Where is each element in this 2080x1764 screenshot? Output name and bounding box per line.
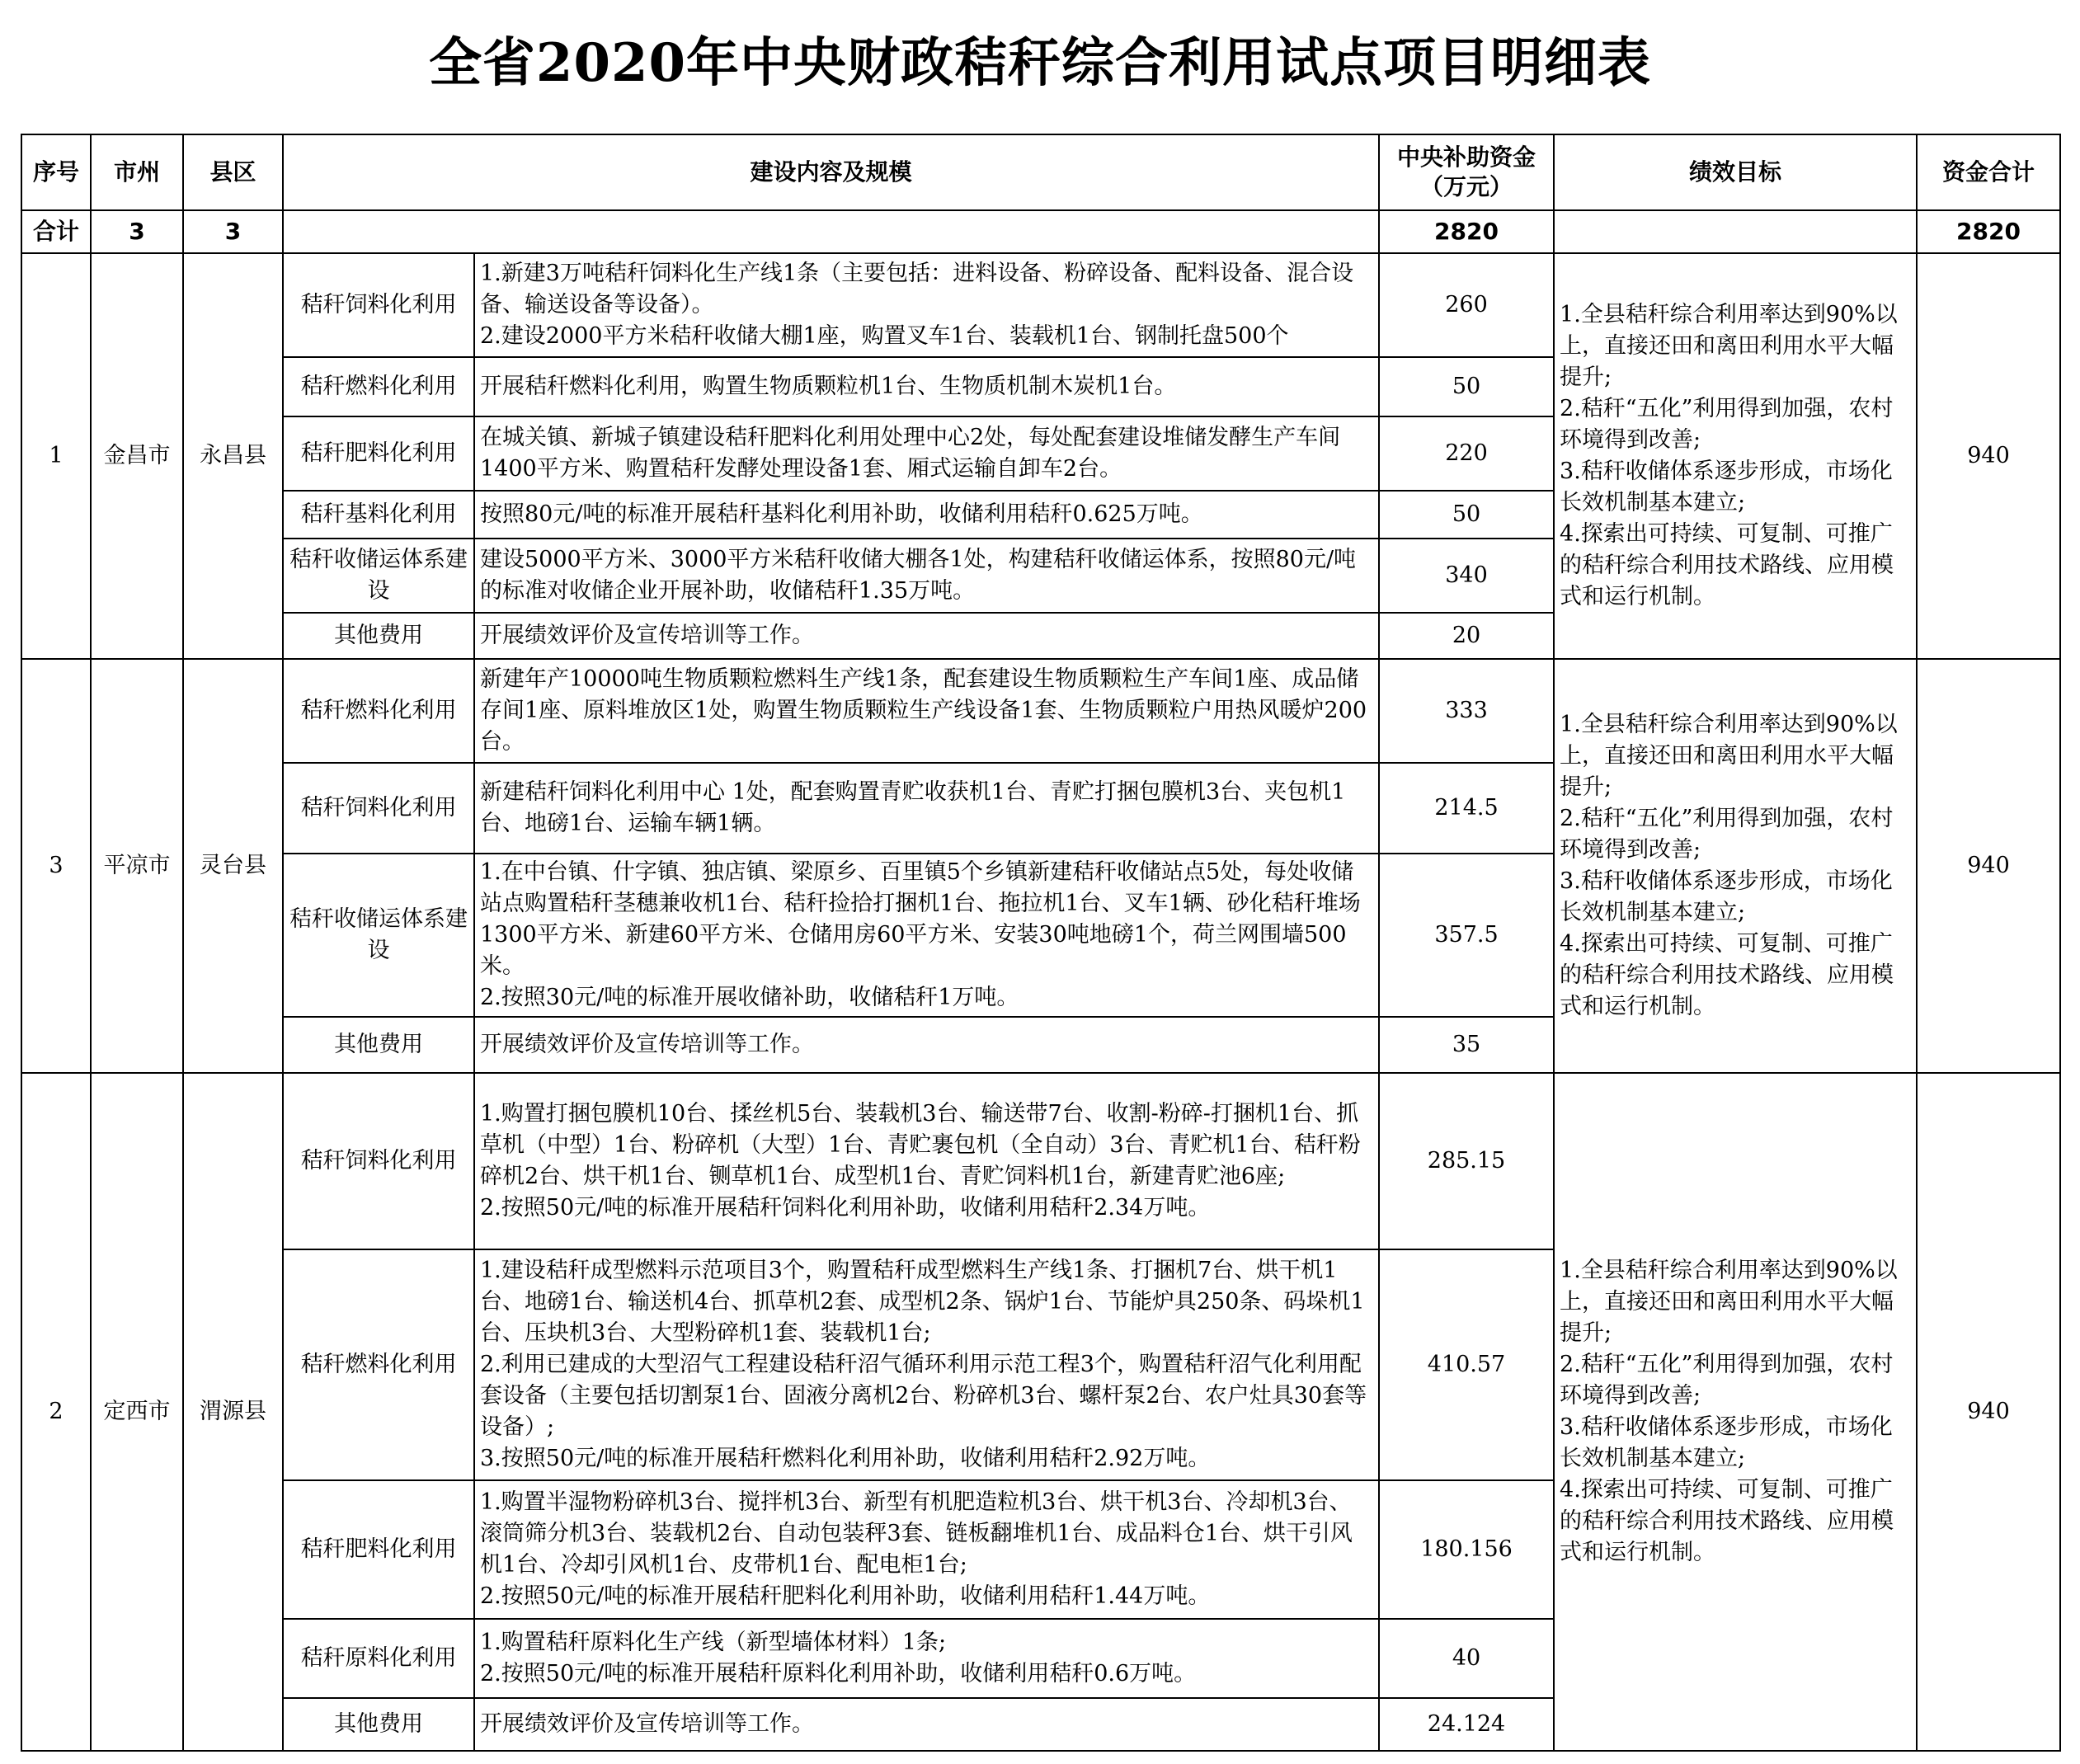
group-goal: 1.全县秸秆综合利用率达到90%以上，直接还田和离田利用水平大幅提升; 2.秸秆“五化”利用得到加强，农村环境得到改善; 3.秸秆收储体系逐步形成，市场化长效机制基本建立; 4.探索出可持续、可复制、可推广的秸秆综合利用技术路线、应用模式和运行机制。: [1554, 253, 1917, 659]
project-detail-table: [21, 134, 2061, 1752]
total-city-count: 3: [91, 210, 183, 253]
item-subsidy: 333: [1379, 659, 1554, 763]
group-seq: 2: [21, 1073, 91, 1751]
header-total: 资金合计: [1917, 134, 2060, 210]
item-content: 1.购置半湿物粉碎机3台、搅拌机3台、新型有机肥造粒机3台、烘干机3台、冷却机3台、滚筒筛分机3台、装载机2台、自动包装秤3套、链板翻堆机1台、成品料仓1台、烘干引风机1台、冷却引风机1台、皮带机1台、配电柜1台; 2.按照50元/吨的标准开展秸秆肥料化利用补助，收储利用秸秆1.44万吨。: [474, 1480, 1379, 1619]
header-content: 建设内容及规模: [283, 134, 1379, 210]
table-row: [21, 1073, 2060, 1249]
item-category: 秸秆肥料化利用: [283, 1480, 474, 1619]
header-row: [21, 134, 2060, 210]
group-seq: 1: [21, 253, 91, 659]
item-subsidy: 220: [1379, 416, 1554, 491]
header-goal: 绩效目标: [1554, 134, 1917, 210]
item-subsidy: 24.124: [1379, 1698, 1554, 1751]
item-category: 秸秆收储运体系建设: [283, 854, 474, 1017]
item-category: 秸秆肥料化利用: [283, 416, 474, 491]
page-title: 全省2020年中央财政秸秆综合利用试点项目明细表: [428, 32, 1652, 94]
group-seq: 3: [21, 659, 91, 1073]
group-goal: 1.全县秸秆综合利用率达到90%以上，直接还田和离田利用水平大幅提升; 2.秸秆“五化”利用得到加强，农村环境得到改善; 3.秸秆收储体系逐步形成，市场化长效机制基本建立; 4.探索出可持续、可复制、可推广的秸秆综合利用技术路线、应用模式和运行机制。: [1554, 659, 1917, 1073]
group-total: 940: [1917, 659, 2060, 1073]
total-row: [21, 210, 2060, 253]
item-subsidy: 50: [1379, 491, 1554, 539]
item-content: 建设5000平方米、3000平方米秸秆收储大棚各1处，构建秸秆收储运体系，按照80元/吨的标准对收储企业开展补助，收储秸秆1.35万吨。: [474, 539, 1379, 613]
group-county: 渭源县: [183, 1073, 283, 1751]
item-subsidy: 20: [1379, 613, 1554, 659]
item-category: 其他费用: [283, 613, 474, 659]
item-content: 开展绩效评价及宣传培训等工作。: [474, 1698, 1379, 1751]
item-subsidy: 340: [1379, 539, 1554, 613]
item-content: 按照80元/吨的标准开展秸秆基料化利用补助，收储利用秸秆0.625万吨。: [474, 491, 1379, 539]
group-total: 940: [1917, 1073, 2060, 1751]
item-category: 秸秆基料化利用: [283, 491, 474, 539]
item-category: 秸秆饲料化利用: [283, 763, 474, 854]
item-subsidy: 260: [1379, 253, 1554, 357]
item-content: 1.新建3万吨秸秆饲料化生产线1条（主要包括：进料设备、粉碎设备、配料设备、混合设备、输送设备等设备）。 2.建设2000平方米秸秆收储大棚1座，购置叉车1台、装载机1台、钢制托盘500个: [474, 253, 1379, 357]
item-content: 1.建设秸秆成型燃料示范项目3个，购置秸秆成型燃料生产线1条、打捆机7台、烘干机1台、地磅1台、输送机4台、抓草机2套、成型机2条、锅炉1台、节能炉具250条、码垛机1台、压块机3台、大型粉碎机1套、装载机1台; 2.利用已建成的大型沼气工程建设秸秆沼气循环利用示范工程3个，购置秸秆沼气化利用配套设备（主要包括切割泵1台、固液分离机2台、粉碎机3台、螺杆泵2台、农户灶具30套等设备）; 3.按照50元/吨的标准开展秸秆燃料化利用补助，收储利用秸秆2.92万吨。: [474, 1249, 1379, 1480]
header-subsidy: 中央补助资金 （万元）: [1379, 134, 1554, 210]
total-content-empty: [283, 210, 1379, 253]
item-content: 1.购置秸秆原料化生产线（新型墙体材料）1条; 2.按照50元/吨的标准开展秸秆原料化利用补助，收储利用秸秆0.6万吨。: [474, 1619, 1379, 1698]
item-content: 在城关镇、新城子镇建设秸秆肥料化利用处理中心2处，每处配套建设堆储发酵生产车间1400平方米、购置秸秆发酵处理设备1套、厢式运输自卸车2台。: [474, 416, 1379, 491]
item-category: 其他费用: [283, 1017, 474, 1073]
item-category: 其他费用: [283, 1698, 474, 1751]
item-content: 开展绩效评价及宣传培训等工作。: [474, 1017, 1379, 1073]
group-total: 940: [1917, 253, 2060, 659]
group-county: 灵台县: [183, 659, 283, 1073]
group-county: 永昌县: [183, 253, 283, 659]
item-content: 1.在中台镇、什字镇、独店镇、梁原乡、百里镇5个乡镇新建秸秆收储站点5处，每处收储站点购置秸秆茎穗兼收机1台、秸秆捡拾打捆机1台、拖拉机1台、叉车1辆、砂化秸秆堆场1300平方米、新建60平方米、仓储用房60平方米、安装30吨地磅1个，荷兰网围墙500米。 2.按照30元/吨的标准开展收储补助，收储秸秆1万吨。: [474, 854, 1379, 1017]
total-subsidy: 2820: [1379, 210, 1554, 253]
table-row: [21, 253, 2060, 357]
item-content: 开展绩效评价及宣传培训等工作。: [474, 613, 1379, 659]
header-county: 县区: [183, 134, 283, 210]
item-subsidy: 40: [1379, 1619, 1554, 1698]
header-city: 市州: [91, 134, 183, 210]
item-content: 1.购置打捆包膜机10台、揉丝机5台、装载机3台、输送带7台、收割-粉碎-打捆机1台、抓草机（中型）1台、粉碎机（大型）1台、青贮裹包机（全自动）3台、青贮机1台、秸秆粉碎机2台、烘干机1台、铡草机1台、成型机1台、青贮饲料机1台，新建青贮池6座; 2.按照50元/吨的标准开展秸秆饲料化利用补助，收储利用秸秆2.34万吨。: [474, 1073, 1379, 1249]
item-category: 秸秆原料化利用: [283, 1619, 474, 1698]
item-category: 秸秆燃料化利用: [283, 1249, 474, 1480]
total-label: 合计: [21, 210, 91, 253]
item-content: 开展秸秆燃料化利用，购置生物质颗粒机1台、生物质机制木炭机1台。: [474, 357, 1379, 416]
item-subsidy: 35: [1379, 1017, 1554, 1073]
item-category: 秸秆收储运体系建设: [283, 539, 474, 613]
item-subsidy: 180.156: [1379, 1480, 1554, 1619]
group-city: 平凉市: [91, 659, 183, 1073]
table-row: [21, 659, 2060, 763]
item-subsidy: 214.5: [1379, 763, 1554, 854]
item-subsidy: 357.5: [1379, 854, 1554, 1017]
item-subsidy: 410.57: [1379, 1249, 1554, 1480]
item-content: 新建年产10000吨生物质颗粒燃料生产线1条，配套建设生物质颗粒生产车间1座、成品储存间1座、原料堆放区1处，购置生物质颗粒生产线设备1套、生物质颗粒户用热风暖炉200台。: [474, 659, 1379, 763]
group-goal: 1.全县秸秆综合利用率达到90%以上，直接还田和离田利用水平大幅提升; 2.秸秆“五化”利用得到加强，农村环境得到改善; 3.秸秆收储体系逐步形成，市场化长效机制基本建立; 4.探索出可持续、可复制、可推广的秸秆综合利用技术路线、应用模式和运行机制。: [1554, 1073, 1917, 1751]
item-category: 秸秆饲料化利用: [283, 253, 474, 357]
item-category: 秸秆燃料化利用: [283, 357, 474, 416]
item-category: 秸秆饲料化利用: [283, 1073, 474, 1249]
item-subsidy: 50: [1379, 357, 1554, 416]
group-city: 金昌市: [91, 253, 183, 659]
total-funds: 2820: [1917, 210, 2060, 253]
group-city: 定西市: [91, 1073, 183, 1751]
item-content: 新建秸秆饲料化利用中心 1处，配套购置青贮收获机1台、青贮打捆包膜机3台、夹包机1台、地磅1台、运输车辆1辆。: [474, 763, 1379, 854]
total-goal-empty: [1554, 210, 1917, 253]
total-county-count: 3: [183, 210, 283, 253]
header-seq: 序号: [21, 134, 91, 210]
item-category: 秸秆燃料化利用: [283, 659, 474, 763]
item-subsidy: 285.15: [1379, 1073, 1554, 1249]
